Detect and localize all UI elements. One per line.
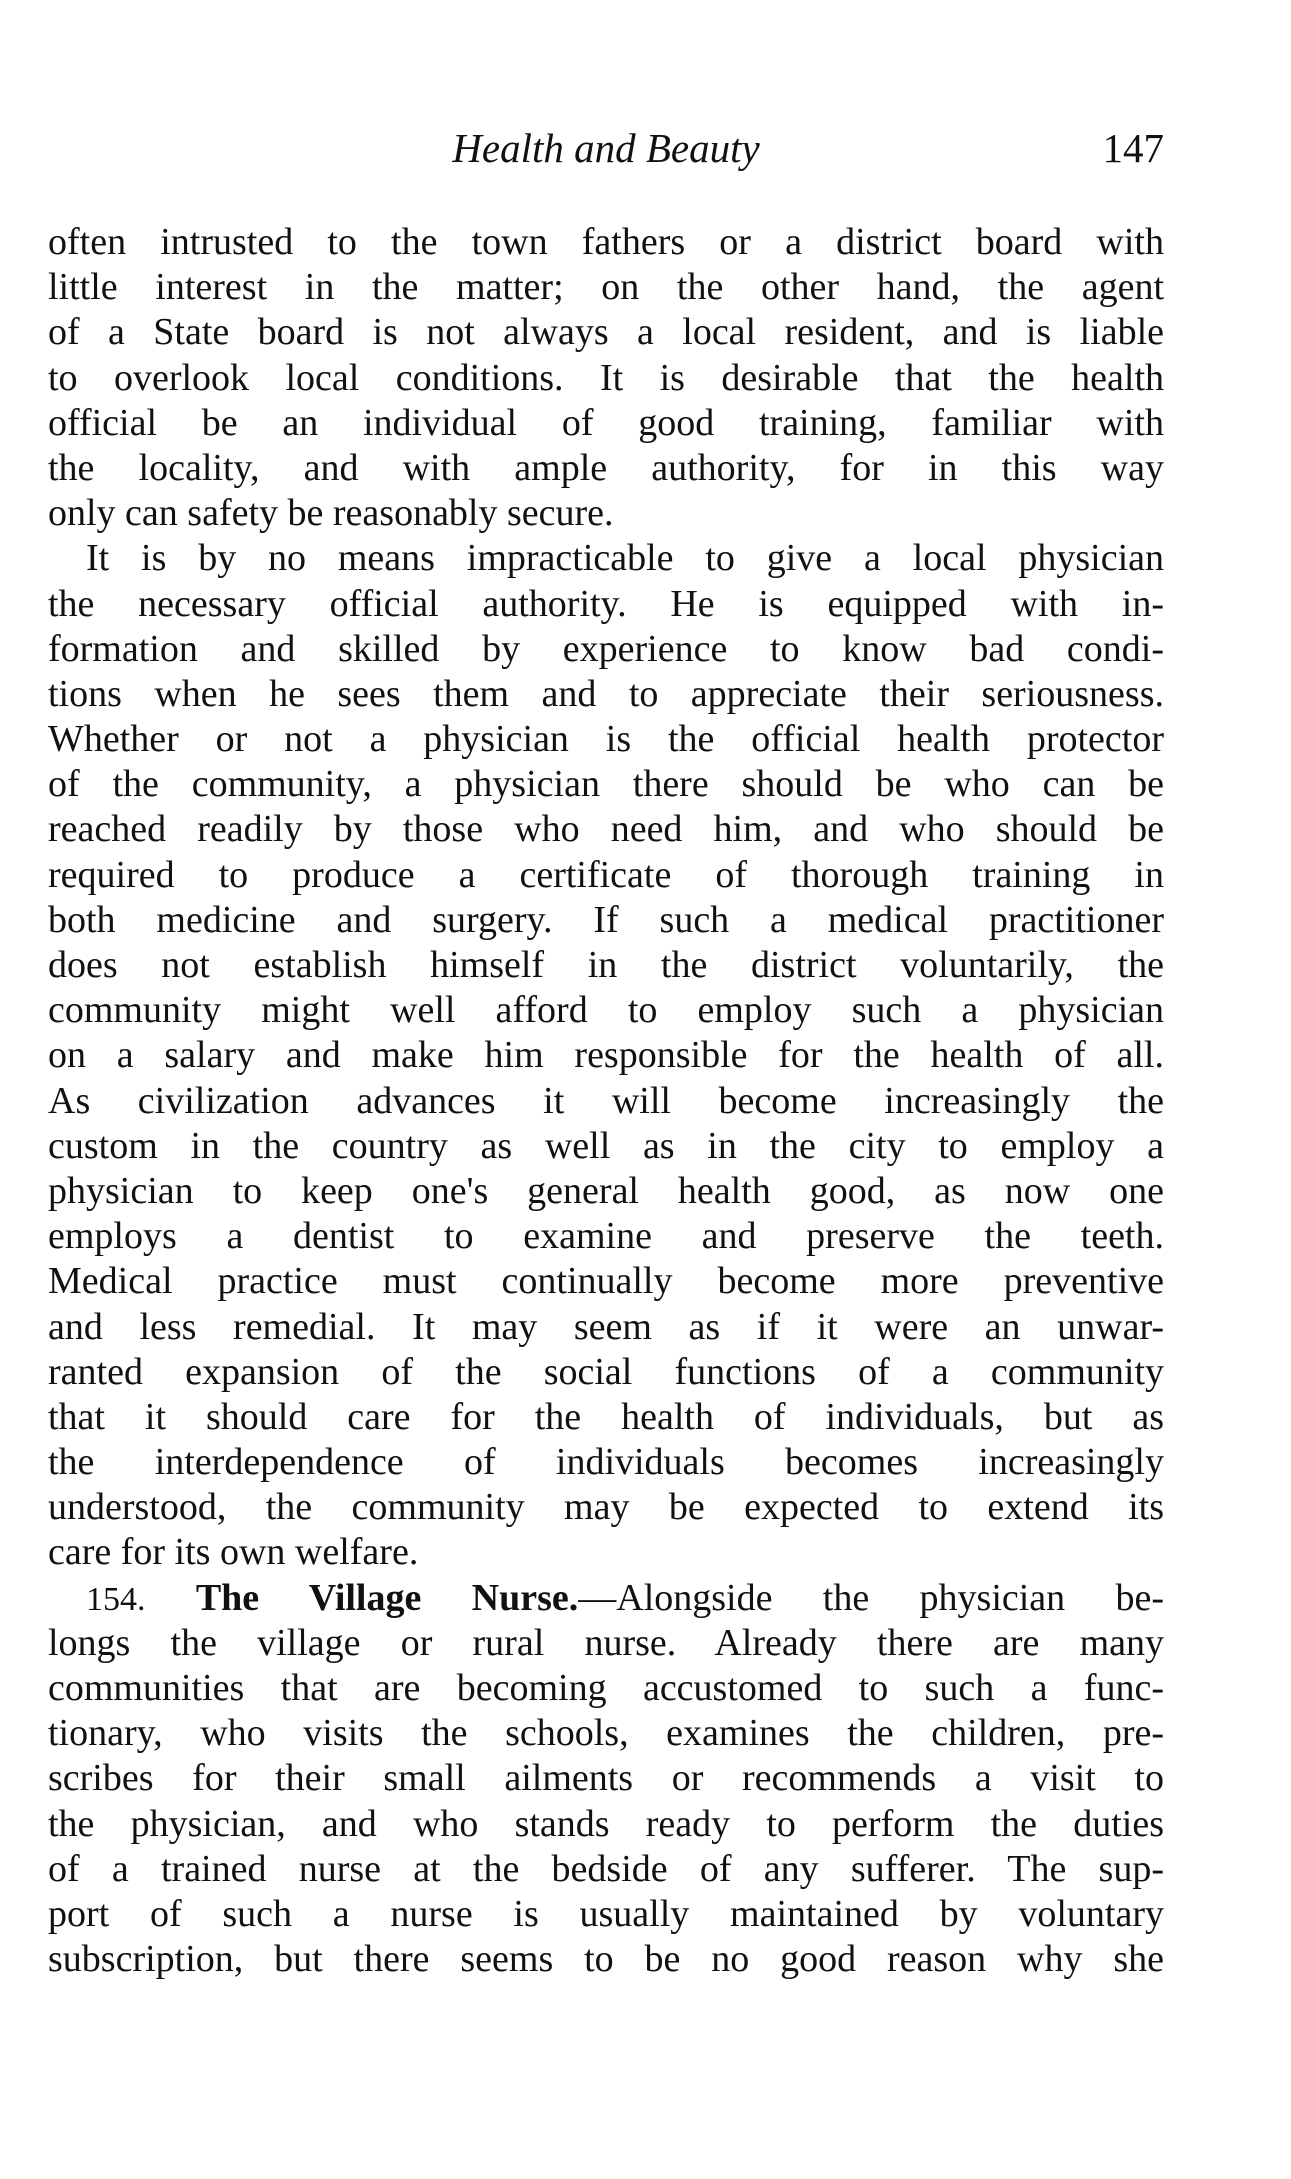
- text-line: of a trained nurse at the bedside of any sufferer. The sup-: [48, 1847, 1164, 1890]
- text-line: physician to keep one's general health good, as now one: [48, 1169, 1164, 1212]
- text-line: of a State board is not always a local resident, and is liable: [48, 311, 1164, 354]
- text-line: employs a dentist to examine and preserve the teeth.: [48, 1215, 1164, 1258]
- text-line: port of such a nurse is usually maintained by voluntary: [48, 1892, 1164, 1935]
- text-line: the necessary official authority. He is equipped with in-: [48, 582, 1164, 625]
- paragraph-last-line: care for its own welfare.: [48, 1531, 419, 1574]
- text-line: understood, the community may be expected to extend its: [48, 1486, 1164, 1529]
- section-first-line-text: —Alongside the physician be-: [578, 1576, 1164, 1619]
- paragraph-last-line: only can safety be reasonably secure.: [48, 492, 614, 535]
- text-line: does not establish himself in the district voluntarily, the: [48, 944, 1164, 986]
- text-line: Medical practice must continually become more preventive: [48, 1260, 1164, 1303]
- text-line: Whether or not a physician is the official health protector: [48, 718, 1164, 761]
- text-line: official be an individual of good training, familiar with: [48, 401, 1164, 444]
- text-line: often intrusted to the town fathers or a district board with: [48, 221, 1164, 263]
- text-line: reached readily by those who need him, and who should be: [48, 808, 1164, 851]
- text-line: required to produce a certificate of thorough training in: [48, 853, 1164, 896]
- text-line: tionary, who visits the schools, examines the children, pre-: [48, 1712, 1164, 1755]
- text-line: little interest in the matter; on the other hand, the agent: [48, 266, 1164, 309]
- section-title: The Village Nurse.: [195, 1576, 579, 1619]
- text-line: As civilization advances it will become increasingly the: [48, 1079, 1164, 1122]
- text-line: custom in the country as well as in the city to employ a: [48, 1124, 1164, 1167]
- running-title: Health and Beauty: [452, 125, 760, 171]
- section-number: 154.: [86, 1580, 146, 1618]
- text-line: to overlook local conditions. It is desirable that the health: [48, 356, 1164, 399]
- text-line: on a salary and make him responsible for the health of all.: [48, 1034, 1164, 1077]
- text-line: both medicine and surgery. If such a medical practitioner: [48, 898, 1164, 941]
- body-text: [48, 220, 1164, 1982]
- text-line: the interdependence of individuals becomes increasingly: [48, 1441, 1164, 1484]
- running-head: [48, 118, 1164, 178]
- text-line: the locality, and with ample authority, for in this way: [48, 446, 1164, 489]
- section-154-heading-line: [48, 1576, 1164, 1621]
- text-line: scribes for their small ailments or recommends a visit to: [48, 1757, 1164, 1800]
- text-line: communities that are becoming accustomed to such a func-: [48, 1667, 1164, 1709]
- text-line: subscription, but there seems to be no good reason why she: [48, 1938, 1164, 1981]
- text-line: the physician, and who stands ready to perform the duties: [48, 1802, 1164, 1845]
- text-line: that it should care for the health of individuals, but as: [48, 1395, 1164, 1438]
- text-line: longs the village or rural nurse. Already there are many: [48, 1621, 1164, 1664]
- paragraph-first-line: It is by no means impracticable to give a local physician: [86, 537, 1164, 580]
- text-line: tions when he sees them and to appreciate their seriousness.: [48, 672, 1164, 715]
- text-line: and less remedial. It may seem as if it were an unwar-: [48, 1305, 1164, 1348]
- text-line: ranted expansion of the social functions of a community: [48, 1350, 1164, 1393]
- text-line: formation and skilled by experience to know bad condi-: [48, 627, 1164, 670]
- text-line: of the community, a physician there should be who can be: [48, 763, 1164, 806]
- text-line: community might well afford to employ such a physician: [48, 989, 1164, 1032]
- page-number: 147: [1102, 125, 1164, 171]
